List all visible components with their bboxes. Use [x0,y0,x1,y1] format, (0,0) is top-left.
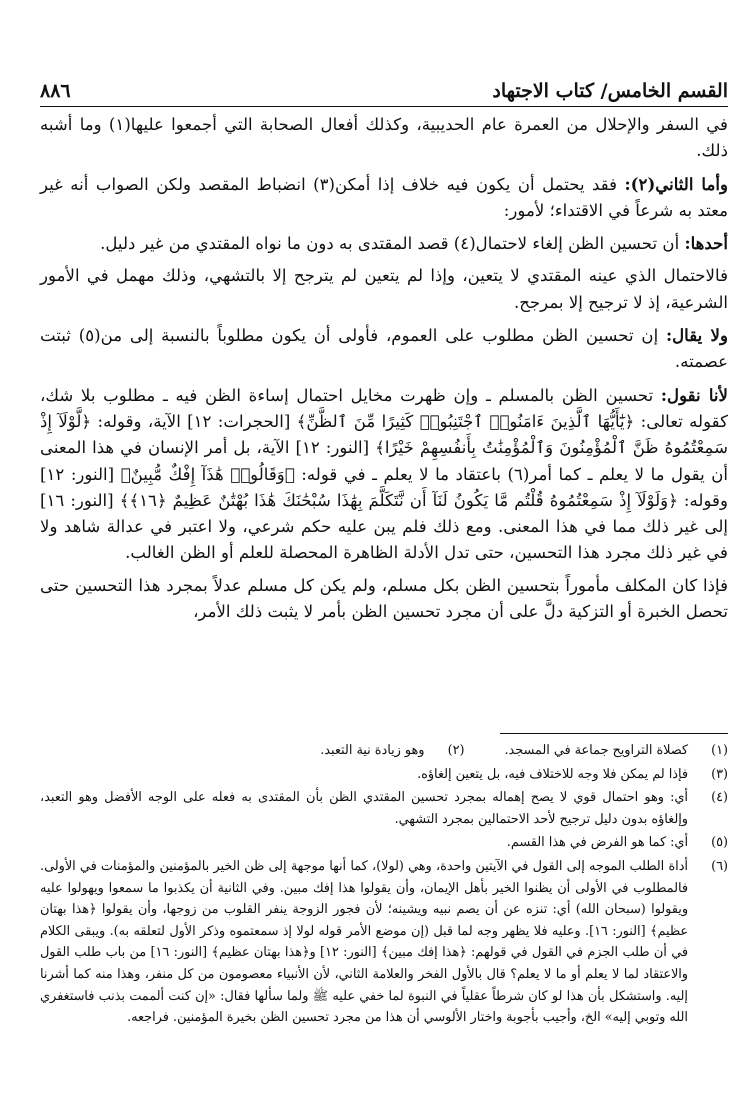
paragraph-6-lead: لأنا نقول: [660,384,728,405]
paragraph-7: فإذا كان المكلف مأموراً بتحسين الظن بكل مسلم، ولم يكن كل مسلم عدلاً بمجرد هذا التحسين حتى تحصل الخبرة أو التزكية دلَّ على أن مجرد تحسين الظن بأمر لا يثبت ذلك الأمر، [40,575,728,622]
footnote-4-text: أي: وهو احتمال قوي لا يصح إهماله بمجرد تحسين المقتدي الظن بأن المقتدى به فعله على الوجه الأفضل وهو التعبد، وإلغاؤه بدون دليل ترجيح لأحد الاحتمالين بمجرد التشهي. [40,790,688,827]
footnote-4-number: (٤) [711,790,728,806]
page-number: ٨٨٦ [40,80,71,102]
footnotes [40,740,728,1031]
paragraph-2-lead: وأما الثاني(٢): [624,173,728,194]
footnote-6-number: (٦) [711,858,728,874]
paragraph-5 [40,322,728,376]
footnote-6 [40,856,728,1029]
paragraph-5-text: إن تحسين الظن مطلوب على العموم، فأولى أن يكون مطلوباً بالنسبة إلى من(٥) ثبتت عصمته. [40,326,728,372]
footnote-3 [40,764,728,786]
footnote-row-1-2 [40,740,728,762]
footnote-5-number: (٥) [711,835,728,851]
paragraph-3-text: أن تحسين الظن إلغاء لاحتمال(٤) قصد المقتدى به دون ما نواه المقتدي من غير دليل. [100,234,685,254]
paragraph-4: فالاحتمال الذي عينه المقتدي لا يتعين، وإذا لم يتعين لم يترجح إلا بالتشهي، وذلك مهمل في الأمور الشرعية، إذ لا ترجيح إلا بمرجح. [40,266,728,312]
footnote-5-text: أي: كما هو الفرض في هذا القسم. [506,835,688,851]
footnote-5 [40,832,728,854]
paragraph-2-text: فقد يحتمل أن يكون فيه خلاف إذا أمكن(٣) انضباط المقصد ولكن الصواب أنه غير معتد به شرعاً في الاقتداء؛ لأمور: [40,174,728,220]
footnote-3-text: فإذا لم يمكن فلا وجه للاختلاف فيه، بل يتعين إلغاؤه. [417,766,688,782]
footnote-2-number: (٢) [447,743,465,758]
paragraph-5-lead: ولا يقال: [665,325,728,346]
footnote-1-text: كصلاة التراويح جماعة في المسجد. [504,743,688,758]
paragraph-2 [40,171,728,225]
running-title: القسم الخامس/ كتاب الاجتهاد [492,80,728,102]
footnote-separator [500,733,728,734]
footnote-2-text: وهو زيادة نية التعبد. [320,743,425,758]
page-header [40,72,728,107]
paragraph-6-text: تحسين الظن بالمسلم ـ وإن ظهرت مخايل احتمال إساءة الظن فيه ـ مطلوب بلا شك، كقوله تعالى: ﴿يَٰٓأَيُّهَا ٱلَّذِينَ ءَامَنُوا۟ ٱجْتَنِبُوا۟ كَثِيرًا مِّنَ ٱلظَّنِّ﴾ [الحجرات: ١٢] الآية، وقوله: ﴿لَّوْلَآ إِذْ سَمِعْتُمُوهُ ظَنَّ ٱلْمُؤْمِنُونَ وَٱلْمُؤْمِنَٰتُ بِأَنفُسِهِمْ خَيْرًا﴾ [النور: ١٢] الآية، بل أمر الإنسان في هذا المعنى أن يقول ما لا يعلم ـ كما أمر(٦) باعتقاد ما لا يعلم ـ في قوله: ﴿وَقَالُوا۟ هَٰذَآ إِفْكٌ مُّبِينٌ﴾ [النور: ١٢] وقوله: ﴿وَلَوْلَآ إِذْ سَمِعْتُمُوهُ قُلْتُم مَّا يَكُونُ لَنَآ أَن نَّتَكَلَّمَ بِهَٰذَا سُبْحَٰنَكَ هَٰذَا بُهْتَٰنٌ عَظِيمٌ ﴿١٦﴾﴾ [النور: ١٦] إلى غير ذلك مما في هذا المعنى. ومع ذلك فلم يبن عليه حكم شرعي، ولا اعتبر في عدالة شاهد ولا في غير ذلك مجرد هذا التحسين، حتى تدل الأدلة الظاهرة المحصلة للعلم أو الظن الغالب. [40,385,729,563]
main-text [40,112,728,631]
footnote-4 [40,787,728,830]
paragraph-1: في السفر والإحلال من العمرة عام الحديبية، وكذلك أفعال الصحابة التي أجمعوا عليها(١) وما أشبه ذلك. [40,115,728,161]
footnote-3-number: (٣) [711,766,728,782]
paragraph-3-lead: أحدها: [684,233,728,254]
paragraph-6 [40,382,728,567]
paragraph-3 [40,230,728,257]
footnote-6-text: أداة الطلب الموجه إلى القول في الآيتين واحدة، وهي (لولا)، كما أنها موجهة إلى ظن الخير بالمؤمنين والمؤمنات في الأولى. فالمطلوب في الأولى أن يظنوا الخير بأهل الإيمان، وأن يقولوا هذا إفك مبين. وفي الثانية أن يكذبوا ما سمعوا ويهولوا عليه ويقولوا (سبحان الله) أي: تنزه عن أن يصم نبيه ويشينه؛ لأن فجور الزوجة ينفر القلوب من زوجها، وأن يقولوا ﴿هذا بهتان عظيم﴾ [النور: ١٦]. وعليه فلا يظهر وجه لما قبل (إن موضع الأمر قوله لولا إذ سمعتموه وذكر الأول لتعلقه به). ويبقى الكلام في أن طلب الجزم في القول في قولهم: ﴿هذا إفك مبين﴾ [النور: ١٢] و﴿هذا بهتان عظيم﴾ [النور: ١٦] من باب طلب القول والاعتقاد لما لا يعلم أو ما لا يعلم؟ قال بالأول الفخر والعلامة الثاني، لأن الأنبياء معصومون من كل منفر، وهذا منه كما أشرنا إليه. واستشكل بأن هذا لو كان شرطاً عقلياً في النبوة لما خفي عليه ﷺ ولما سألها فقال: «إن كنت ألممت بذنب فاستغفري الله وتوبي إليه» الخ، وأجيب بأجوبة واختار الألوسي أن هذا من مجرد تحسين الظن بخيرة المؤمنين. فراجعه. [40,858,688,1026]
footnote-1-number: (١) [711,743,728,758]
